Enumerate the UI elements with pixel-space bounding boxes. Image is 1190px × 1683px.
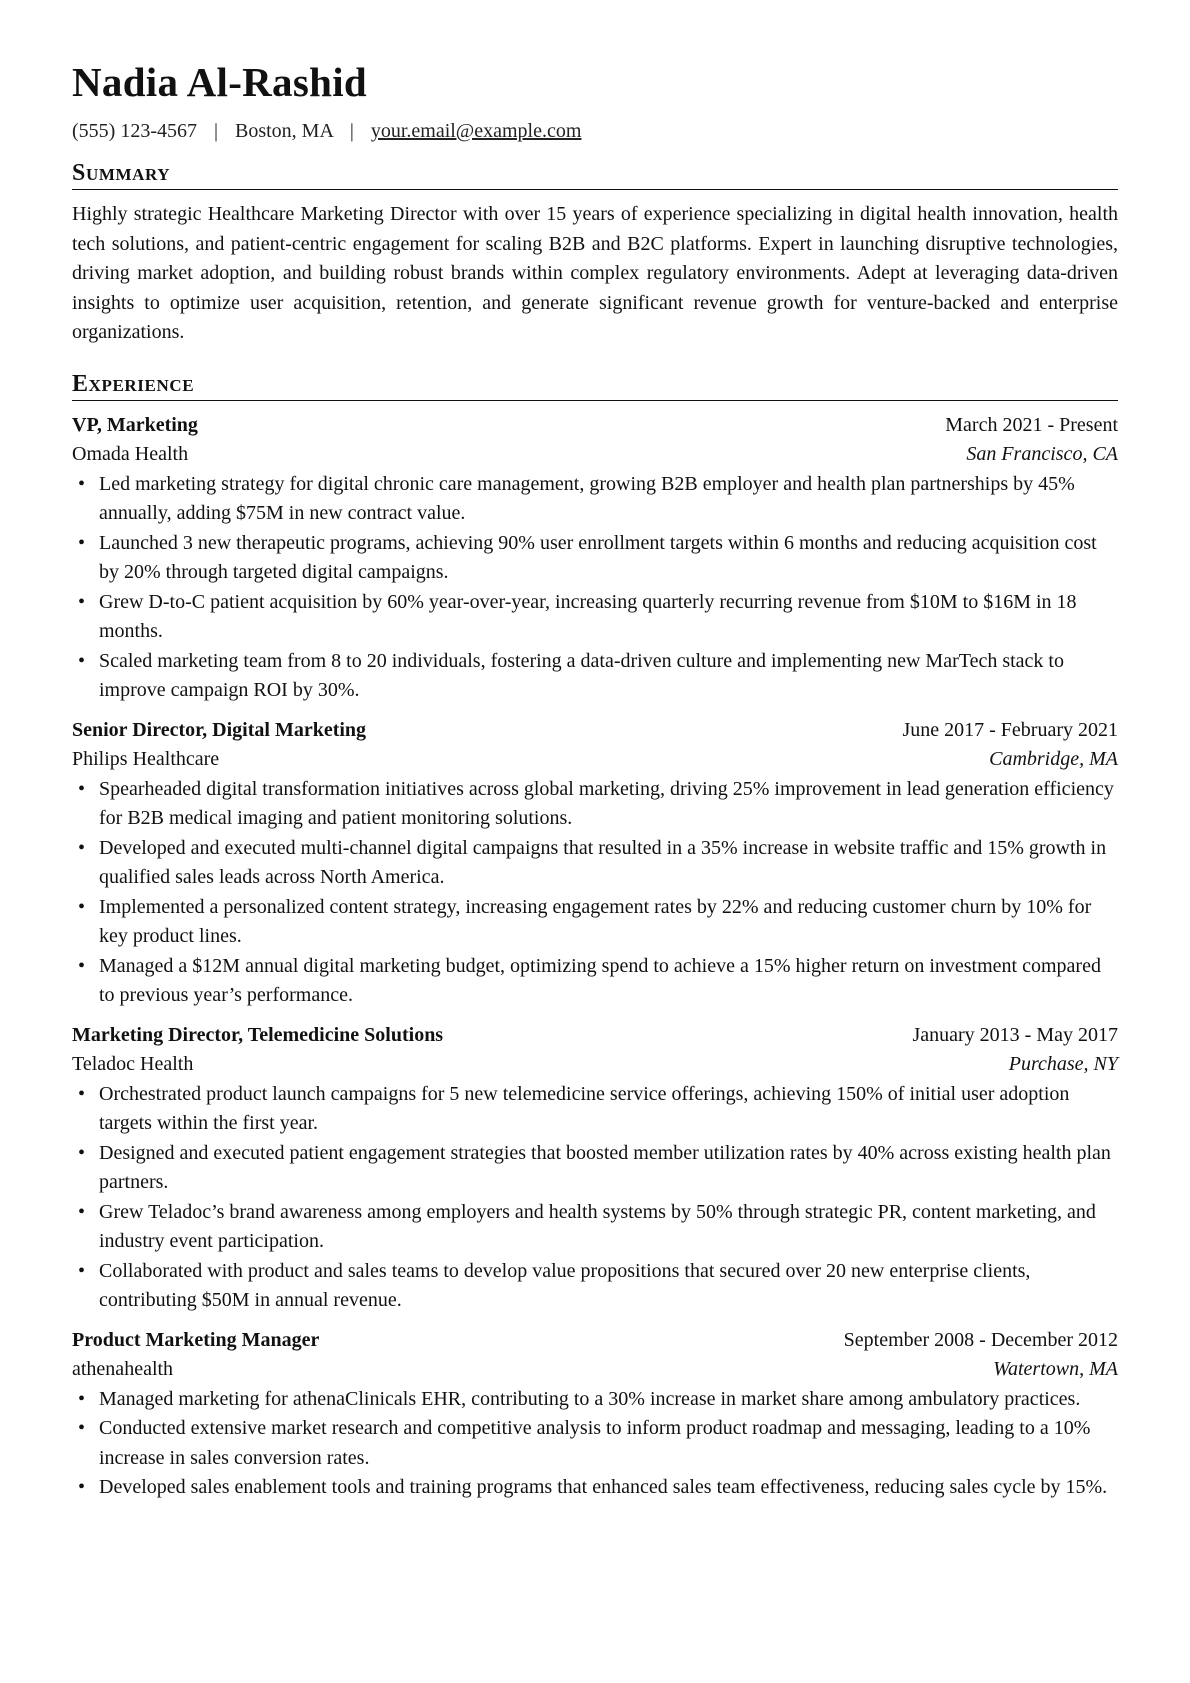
bullet-text: Developed sales enablement tools and training programs that enhanced sales team effectiveness, reducing sales cycle by 15%. bbox=[99, 1476, 1108, 1498]
list-item bbox=[72, 1080, 1118, 1139]
bullet-icon: • bbox=[78, 836, 86, 859]
job-title: VP, Marketing bbox=[72, 413, 198, 436]
job-dates: June 2017 - February 2021 bbox=[902, 718, 1118, 741]
bullet-icon: • bbox=[78, 895, 86, 918]
bullet-text: Grew D-to-C patient acquisition by 60% year-over-year, increasing quarterly recurring revenue from $10M to $16M in 18 months. bbox=[99, 590, 1077, 642]
job-company: Omada Health bbox=[72, 443, 189, 465]
summary-text: Highly strategic Healthcare Marketing Director with over 15 years of experience specializing in digital health innovation, health tech solutions, and patient-centric engagement for scaling B2B and B2C platforms. Expert in launching disruptive technologies, driving market adoption, and building robust brands within complex regulatory environments. Adept at leveraging data-driven insights to optimize user acquisition, retention, and generate significant revenue growth for venture-backed and enterprise organizations. bbox=[72, 203, 1118, 343]
experience-section bbox=[72, 370, 1118, 1503]
job-entry bbox=[72, 1326, 1118, 1503]
summary-section bbox=[72, 159, 1118, 348]
bullet-icon: • bbox=[78, 1387, 86, 1410]
bullet-text: Spearheaded digital transformation initiatives across global marketing, driving 25% improvement in lead generation efficiency for B2B medical imaging and patient monitoring solutions. bbox=[99, 777, 1114, 829]
job-bullets bbox=[72, 775, 1118, 1011]
job-header-row bbox=[72, 1326, 1118, 1356]
list-item bbox=[72, 775, 1118, 834]
job-location: Purchase, NY bbox=[1008, 1053, 1118, 1075]
job-location: San Francisco, CA bbox=[966, 443, 1118, 465]
candidate-name: Nadia Al-Rashid bbox=[72, 59, 368, 105]
job-dates: March 2021 - Present bbox=[945, 413, 1118, 436]
email-link[interactable]: your.email@example.com bbox=[370, 120, 582, 142]
section-title-experience: Experience bbox=[72, 370, 1118, 401]
bullet-icon: • bbox=[78, 954, 86, 977]
location: Boston, MA bbox=[235, 120, 333, 142]
list-item bbox=[72, 952, 1118, 1011]
job-bullets bbox=[72, 470, 1118, 706]
job-location: Watertown, MA bbox=[993, 1358, 1118, 1380]
list-item bbox=[72, 1198, 1118, 1257]
bullet-icon: • bbox=[78, 531, 86, 554]
job-dates: September 2008 - December 2012 bbox=[843, 1328, 1118, 1351]
bullet-text: Launched 3 new therapeutic programs, achieving 90% user enrollment targets within 6 months and reducing acquisition cost by 20% through targeted digital campaigns. bbox=[99, 531, 1097, 583]
job-bullets bbox=[72, 1385, 1118, 1503]
list-item bbox=[72, 893, 1118, 952]
list-item bbox=[72, 529, 1118, 588]
bullet-text: Managed marketing for athenaClinicals EHR, contributing to a 30% increase in market share among ambulatory practices. bbox=[99, 1387, 1081, 1410]
job-company-row bbox=[72, 745, 1118, 775]
list-item bbox=[72, 1257, 1118, 1316]
list-item bbox=[72, 1385, 1118, 1415]
bullet-icon: • bbox=[78, 649, 86, 672]
bullet-icon: • bbox=[78, 1141, 86, 1164]
list-item bbox=[72, 1139, 1118, 1198]
job-location: Cambridge, MA bbox=[989, 748, 1118, 770]
bullet-icon: • bbox=[78, 1259, 86, 1282]
job-company-row bbox=[72, 440, 1118, 470]
job-entry bbox=[72, 411, 1118, 706]
bullet-icon: • bbox=[78, 777, 86, 800]
contact-separator: | bbox=[213, 120, 218, 142]
bullet-icon: • bbox=[78, 472, 86, 495]
job-company-row bbox=[72, 1355, 1118, 1385]
bullet-text: Led marketing strategy for digital chronic care management, growing B2B employer and health plan partnerships by 45% annually, adding $75M in new contract value. bbox=[99, 472, 1075, 524]
list-item bbox=[72, 1473, 1118, 1503]
bullet-text: Scaled marketing team from 8 to 20 individuals, fostering a data-driven culture and implementing new MarTech stack to improve campaign ROI by 30%. bbox=[99, 649, 1064, 701]
phone-number: (555) 123-4567 bbox=[72, 120, 197, 142]
bullet-text: Conducted extensive market research and competitive analysis to inform product roadmap and messaging, leading to a 10% increase in sales conversion rates. bbox=[99, 1417, 1091, 1469]
bullet-text: Collaborated with product and sales teams to develop value propositions that secured over 20 new enterprise clients, contributing $50M in annual revenue. bbox=[99, 1259, 1031, 1311]
bullet-text: Implemented a personalized content strategy, increasing engagement rates by 22% and reducing customer churn by 10% for key product lines. bbox=[99, 895, 1092, 947]
job-bullets bbox=[72, 1080, 1118, 1316]
bullet-icon: • bbox=[78, 1200, 86, 1223]
job-entry bbox=[72, 716, 1118, 1011]
job-header-row bbox=[72, 716, 1118, 746]
job-header-row bbox=[72, 1021, 1118, 1051]
list-item bbox=[72, 588, 1118, 647]
bullet-icon: • bbox=[78, 1417, 86, 1439]
contact-separator: | bbox=[349, 120, 354, 142]
job-entry bbox=[72, 1021, 1118, 1316]
job-company: Philips Healthcare bbox=[72, 748, 220, 770]
section-title-summary: Summary bbox=[72, 159, 1118, 190]
bullet-icon: • bbox=[78, 590, 86, 613]
bullet-text: Managed a $12M annual digital marketing budget, optimizing spend to achieve a 15% higher return on investment compared to previous year’s performance. bbox=[99, 954, 1101, 1006]
list-item bbox=[72, 647, 1118, 706]
bullet-icon: • bbox=[78, 1082, 86, 1105]
bullet-text: Designed and executed patient engagement strategies that boosted member utilization rates by 40% across existing health plan partners. bbox=[99, 1141, 1111, 1193]
list-item bbox=[72, 834, 1118, 893]
job-title: Senior Director, Digital Marketing bbox=[72, 718, 367, 741]
job-company: athenahealth bbox=[72, 1358, 174, 1380]
job-company-row bbox=[72, 1050, 1118, 1080]
job-header-row bbox=[72, 411, 1118, 441]
contact-line bbox=[72, 119, 1118, 143]
job-company: Teladoc Health bbox=[72, 1053, 194, 1075]
job-title: Marketing Director, Telemedicine Solutions bbox=[72, 1023, 444, 1046]
list-item bbox=[72, 470, 1118, 529]
list-item bbox=[72, 1414, 1118, 1473]
job-title: Product Marketing Manager bbox=[72, 1328, 320, 1351]
bullet-text: Developed and executed multi-channel digital campaigns that resulted in a 35% increase in website traffic and 15% growth in qualified sales leads across North America. bbox=[99, 836, 1107, 888]
bullet-text: Grew Teladoc’s brand awareness among employers and health systems by 50% through strategic PR, content marketing, and industry event participation. bbox=[99, 1200, 1096, 1252]
bullet-text: Orchestrated product launch campaigns for 5 new telemedicine service offerings, achieving 150% of initial user adoption targets within the first year. bbox=[99, 1082, 1070, 1134]
bullet-icon: • bbox=[78, 1476, 86, 1498]
job-dates: January 2013 - May 2017 bbox=[912, 1023, 1118, 1046]
